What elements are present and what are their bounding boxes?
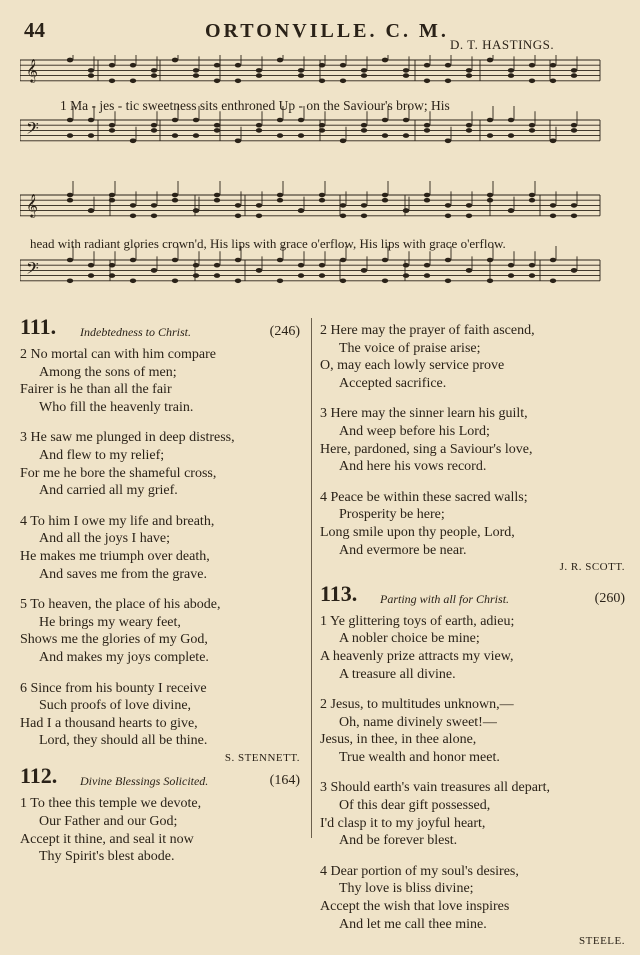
note-head bbox=[529, 198, 535, 203]
note-head bbox=[571, 203, 577, 208]
note-head bbox=[466, 68, 472, 73]
note-head bbox=[277, 118, 283, 123]
note-head bbox=[319, 63, 325, 68]
note-head bbox=[67, 133, 73, 138]
note-head bbox=[319, 79, 325, 84]
note-head bbox=[193, 73, 199, 78]
note-head bbox=[319, 273, 325, 278]
note-head bbox=[340, 139, 346, 144]
note-head bbox=[130, 279, 136, 284]
note-head bbox=[67, 118, 73, 123]
note-head bbox=[571, 268, 577, 273]
note-head bbox=[109, 263, 115, 268]
note-head bbox=[529, 128, 535, 133]
stanza bbox=[20, 346, 300, 416]
left-column bbox=[20, 314, 300, 879]
note-head bbox=[277, 133, 283, 138]
verse-line: Prosperity be here; bbox=[339, 507, 445, 523]
verse-line: And here his vows record. bbox=[339, 459, 487, 475]
verse-line: And makes my joys complete. bbox=[39, 649, 209, 665]
note-head bbox=[172, 193, 178, 198]
lyric-line-2: head with radiant glories crown'd, His lips with grace o'erflow, His lips with grace o'erflow. bbox=[30, 236, 506, 251]
note-head bbox=[445, 279, 451, 284]
verse-line: Accept it thine, and seal it now bbox=[20, 831, 194, 847]
note-head bbox=[424, 128, 430, 133]
note-head bbox=[298, 68, 304, 73]
note-head bbox=[403, 118, 409, 123]
verse-line: And weep before his Lord; bbox=[339, 423, 490, 439]
note-head bbox=[235, 79, 241, 84]
note-head bbox=[382, 258, 388, 263]
note-head bbox=[382, 279, 388, 284]
note-head bbox=[193, 208, 199, 213]
note-head bbox=[277, 258, 283, 263]
note-head bbox=[382, 198, 388, 203]
note-head bbox=[109, 198, 115, 203]
note-head bbox=[256, 214, 262, 219]
note-head bbox=[340, 258, 346, 263]
note-head bbox=[403, 73, 409, 78]
note-head bbox=[571, 128, 577, 133]
note-head bbox=[214, 193, 220, 198]
note-head bbox=[382, 193, 388, 198]
stanza bbox=[20, 596, 300, 666]
note-head bbox=[571, 68, 577, 73]
note-head bbox=[235, 279, 241, 284]
verse-line: O, may each lowly service prove bbox=[320, 358, 505, 374]
note-head bbox=[256, 268, 262, 273]
verse-line: Who fill the heavenly train. bbox=[39, 399, 194, 415]
verse-line: 4 To him I owe my life and breath, bbox=[20, 513, 215, 529]
note-head bbox=[382, 133, 388, 138]
note-head bbox=[508, 118, 514, 123]
note-head bbox=[529, 273, 535, 278]
note-head bbox=[256, 68, 262, 73]
note-head bbox=[88, 273, 94, 278]
note-head bbox=[550, 258, 556, 263]
note-head bbox=[298, 133, 304, 138]
hymn-number: 112. bbox=[20, 763, 58, 789]
verse-line: 3 He saw me plunged in deep distress, bbox=[20, 430, 235, 446]
note-head bbox=[193, 68, 199, 73]
note-head bbox=[529, 63, 535, 68]
stanza bbox=[320, 322, 625, 392]
verse-line: 5 To heaven, the place of his abode, bbox=[20, 597, 221, 613]
note-head bbox=[466, 123, 472, 128]
note-head bbox=[277, 198, 283, 203]
note-head bbox=[130, 139, 136, 144]
stanza bbox=[20, 680, 300, 768]
verse-line: Thy Spirit's blest abode. bbox=[39, 849, 175, 865]
verse-line: 4 Peace be within these sacred walls; bbox=[320, 489, 528, 505]
note-head bbox=[424, 263, 430, 268]
note-head bbox=[508, 133, 514, 138]
note-head bbox=[235, 63, 241, 68]
note-head bbox=[151, 68, 157, 73]
page-number: 44 bbox=[24, 18, 45, 42]
note-head bbox=[487, 133, 493, 138]
note-head bbox=[193, 273, 199, 278]
note-head bbox=[445, 203, 451, 208]
note-head bbox=[256, 123, 262, 128]
treble-clef-icon: 𝄞 bbox=[26, 193, 38, 217]
note-head bbox=[256, 128, 262, 133]
note-head bbox=[508, 73, 514, 78]
hymn-reference: (246) bbox=[269, 324, 300, 339]
note-head bbox=[130, 63, 136, 68]
note-head bbox=[67, 193, 73, 198]
verse-line: For me he bore the shameful cross, bbox=[20, 465, 217, 481]
note-head bbox=[235, 258, 241, 263]
verse-line: 3 Here may the sinner learn his guilt, bbox=[320, 406, 528, 422]
composer: D. T. HASTINGS. bbox=[450, 37, 555, 52]
note-head bbox=[508, 68, 514, 73]
verse-line: And evermore be near. bbox=[339, 542, 467, 558]
verse-line: And let me call thee mine. bbox=[339, 916, 487, 932]
note-head bbox=[172, 118, 178, 123]
note-head bbox=[466, 203, 472, 208]
verse-line: The voice of praise arise; bbox=[339, 340, 481, 356]
verse-line: Shows me the glories of my God, bbox=[20, 632, 208, 648]
treble-clef-icon: 𝄞 bbox=[26, 58, 38, 82]
hymn-author: S. STENNETT. bbox=[224, 751, 300, 764]
note-head bbox=[67, 258, 73, 263]
note-head bbox=[67, 58, 73, 63]
note-head bbox=[466, 214, 472, 219]
verse-line: 3 Should earth's vain treasures all depart, bbox=[320, 780, 550, 796]
note-head bbox=[550, 63, 556, 68]
hymn-header bbox=[320, 580, 625, 613]
hymn-author: STEELE. bbox=[579, 935, 625, 948]
note-head bbox=[424, 273, 430, 278]
note-head bbox=[256, 73, 262, 78]
note-head bbox=[508, 263, 514, 268]
verse-line: Jesus, in thee, in thee alone, bbox=[320, 732, 477, 748]
note-head bbox=[319, 263, 325, 268]
note-head bbox=[319, 198, 325, 203]
note-head bbox=[361, 268, 367, 273]
note-head bbox=[403, 68, 409, 73]
note-head bbox=[445, 258, 451, 263]
note-head bbox=[487, 193, 493, 198]
note-head bbox=[466, 268, 472, 273]
verse-line: Thy love is bliss divine; bbox=[339, 881, 474, 897]
note-head bbox=[550, 139, 556, 144]
note-head bbox=[361, 123, 367, 128]
verse-line: Long smile upon thy people, Lord, bbox=[320, 524, 515, 540]
verse-line: Lord, they should all be thine. bbox=[39, 733, 208, 749]
note-head bbox=[445, 139, 451, 144]
note-head bbox=[109, 273, 115, 278]
note-head bbox=[424, 193, 430, 198]
lyric-line-1: 1 Ma - jes - tic sweetness sits enthroned Up - on the Saviour's brow; His bbox=[60, 98, 450, 113]
stanza bbox=[320, 613, 625, 683]
verse-line: 1 Ye glittering toys of earth, adieu; bbox=[320, 613, 515, 629]
verse-line: Our Father and our God; bbox=[39, 814, 178, 830]
note-head bbox=[319, 128, 325, 133]
note-head bbox=[466, 73, 472, 78]
note-head bbox=[340, 279, 346, 284]
note-head bbox=[172, 198, 178, 203]
note-head bbox=[151, 123, 157, 128]
stanza bbox=[320, 489, 625, 577]
bass-clef-icon: 𝄢 bbox=[26, 258, 39, 282]
verse-line: 2 Jesus, to multitudes unknown,— bbox=[320, 697, 514, 713]
note-head bbox=[88, 73, 94, 78]
verse-line: Among the sons of men; bbox=[39, 364, 177, 380]
note-head bbox=[403, 133, 409, 138]
note-head bbox=[130, 258, 136, 263]
note-head bbox=[151, 73, 157, 78]
note-head bbox=[130, 203, 136, 208]
note-head bbox=[109, 79, 115, 84]
note-head bbox=[529, 123, 535, 128]
note-head bbox=[529, 263, 535, 268]
hymn-header bbox=[20, 314, 300, 346]
note-head bbox=[550, 79, 556, 84]
verse-line: I'd clasp it to my joyful heart, bbox=[320, 815, 486, 831]
verse-line: True wealth and honor meet. bbox=[339, 749, 500, 765]
note-head bbox=[109, 123, 115, 128]
verse-line: He brings my weary feet, bbox=[39, 614, 181, 630]
note-head bbox=[235, 139, 241, 144]
verse-line: A treasure all divine. bbox=[339, 666, 456, 682]
note-head bbox=[277, 193, 283, 198]
note-head bbox=[130, 214, 136, 219]
note-head bbox=[361, 214, 367, 219]
note-head bbox=[109, 63, 115, 68]
stanza bbox=[320, 779, 625, 849]
bass-clef-icon: 𝄢 bbox=[26, 118, 39, 142]
note-head bbox=[151, 128, 157, 133]
verse-line: And flew to my relief; bbox=[39, 447, 165, 463]
note-head bbox=[88, 68, 94, 73]
note-head bbox=[88, 208, 94, 213]
note-head bbox=[361, 128, 367, 133]
stanza bbox=[320, 863, 625, 951]
hymn-reference: (260) bbox=[594, 590, 625, 606]
note-head bbox=[340, 79, 346, 84]
note-head bbox=[130, 79, 136, 84]
note-head bbox=[340, 203, 346, 208]
note-head bbox=[403, 208, 409, 213]
hymn-title: Indebtedness to Christ. bbox=[80, 325, 191, 339]
note-head bbox=[403, 263, 409, 268]
music-score bbox=[20, 55, 610, 305]
note-head bbox=[487, 198, 493, 203]
verse-line: And all the joys I have; bbox=[39, 531, 171, 547]
note-head bbox=[214, 128, 220, 133]
verse-line: Here, pardoned, sing a Saviour's love, bbox=[320, 441, 533, 457]
note-head bbox=[67, 279, 73, 284]
note-head bbox=[214, 123, 220, 128]
note-head bbox=[319, 193, 325, 198]
note-head bbox=[382, 58, 388, 63]
note-head bbox=[487, 58, 493, 63]
note-head bbox=[172, 133, 178, 138]
verse-line: Fairer is he than all the fair bbox=[20, 382, 172, 398]
note-head bbox=[172, 279, 178, 284]
note-head bbox=[298, 273, 304, 278]
note-head bbox=[298, 208, 304, 213]
verse-line: 4 Dear portion of my soul's desires, bbox=[320, 863, 519, 879]
note-head bbox=[487, 118, 493, 123]
note-head bbox=[382, 118, 388, 123]
note-head bbox=[424, 198, 430, 203]
note-head bbox=[445, 214, 451, 219]
note-head bbox=[529, 193, 535, 198]
verse-line: 1 To thee this temple we devote, bbox=[20, 796, 202, 812]
stanza bbox=[320, 405, 625, 475]
hymn-title: Divine Blessings Solicited. bbox=[80, 774, 209, 789]
tune-name: ORTONVILLE. C. M. bbox=[205, 20, 449, 42]
note-head bbox=[214, 198, 220, 203]
verse-line: And saves me from the grave. bbox=[39, 566, 207, 582]
note-head bbox=[529, 79, 535, 84]
verse-line: Of this dear gift possessed, bbox=[339, 798, 491, 814]
note-head bbox=[151, 214, 157, 219]
verse-line: Had I a thousand hearts to give, bbox=[20, 715, 198, 731]
note-head bbox=[403, 273, 409, 278]
note-head bbox=[361, 203, 367, 208]
note-head bbox=[424, 63, 430, 68]
note-head bbox=[298, 73, 304, 78]
note-head bbox=[277, 58, 283, 63]
note-head bbox=[487, 279, 493, 284]
note-head bbox=[466, 128, 472, 133]
note-head bbox=[361, 68, 367, 73]
hymn-number: 111. bbox=[20, 314, 57, 339]
note-head bbox=[235, 203, 241, 208]
note-head bbox=[550, 214, 556, 219]
note-head bbox=[424, 123, 430, 128]
note-head bbox=[550, 279, 556, 284]
note-head bbox=[172, 58, 178, 63]
right-column bbox=[320, 322, 625, 955]
note-head bbox=[487, 258, 493, 263]
verse-line: 6 Since from his bounty I receive bbox=[20, 680, 207, 696]
verse-line: Oh, name divinely sweet!— bbox=[339, 714, 497, 730]
note-head bbox=[340, 214, 346, 219]
note-head bbox=[109, 128, 115, 133]
note-head bbox=[571, 123, 577, 128]
verse-line: 2 No mortal can with him compare bbox=[20, 347, 216, 362]
hymn-header bbox=[20, 763, 300, 795]
hymn-author: J. R. SCOTT. bbox=[559, 561, 625, 574]
note-head bbox=[172, 258, 178, 263]
verse-line: Accepted sacrifice. bbox=[339, 375, 447, 391]
verse-line: Accept the wish that love inspires bbox=[320, 899, 510, 915]
note-head bbox=[193, 133, 199, 138]
note-head bbox=[88, 263, 94, 268]
note-head bbox=[508, 208, 514, 213]
note-head bbox=[508, 273, 514, 278]
hymn-reference: (164) bbox=[269, 773, 300, 789]
note-head bbox=[361, 73, 367, 78]
note-head bbox=[67, 198, 73, 203]
note-head bbox=[340, 63, 346, 68]
verse-line: Such proofs of love divine, bbox=[39, 698, 192, 714]
verse-line: 2 Here may the prayer of faith ascend, bbox=[320, 323, 535, 338]
note-head bbox=[235, 214, 241, 219]
hymn-number: 113. bbox=[320, 580, 358, 606]
note-head bbox=[319, 123, 325, 128]
verse-line: A nobler choice be mine; bbox=[339, 631, 480, 647]
note-head bbox=[298, 263, 304, 268]
note-head bbox=[193, 263, 199, 268]
note-head bbox=[151, 203, 157, 208]
note-head bbox=[445, 63, 451, 68]
note-head bbox=[571, 73, 577, 78]
note-head bbox=[298, 118, 304, 123]
note-head bbox=[571, 214, 577, 219]
verse-line: A heavenly prize attracts my view, bbox=[320, 648, 514, 664]
note-head bbox=[88, 133, 94, 138]
note-head bbox=[445, 79, 451, 84]
stanza bbox=[320, 696, 625, 766]
note-head bbox=[424, 79, 430, 84]
note-head bbox=[88, 118, 94, 123]
note-head bbox=[193, 118, 199, 123]
note-head bbox=[214, 63, 220, 68]
note-head bbox=[214, 273, 220, 278]
verse-line: And carried all my grief. bbox=[39, 483, 178, 499]
note-head bbox=[256, 203, 262, 208]
note-head bbox=[214, 263, 220, 268]
note-head bbox=[550, 203, 556, 208]
note-head bbox=[277, 279, 283, 284]
column-divider bbox=[311, 318, 312, 838]
stanza bbox=[20, 429, 300, 499]
stanza bbox=[20, 795, 300, 865]
hymn-title: Parting with all for Christ. bbox=[380, 591, 510, 606]
stanza bbox=[20, 513, 300, 583]
verse-line: And be forever blest. bbox=[339, 833, 458, 849]
verse-line: He makes me triumph over death, bbox=[20, 548, 210, 564]
note-head bbox=[214, 79, 220, 84]
note-head bbox=[151, 268, 157, 273]
note-head bbox=[109, 193, 115, 198]
